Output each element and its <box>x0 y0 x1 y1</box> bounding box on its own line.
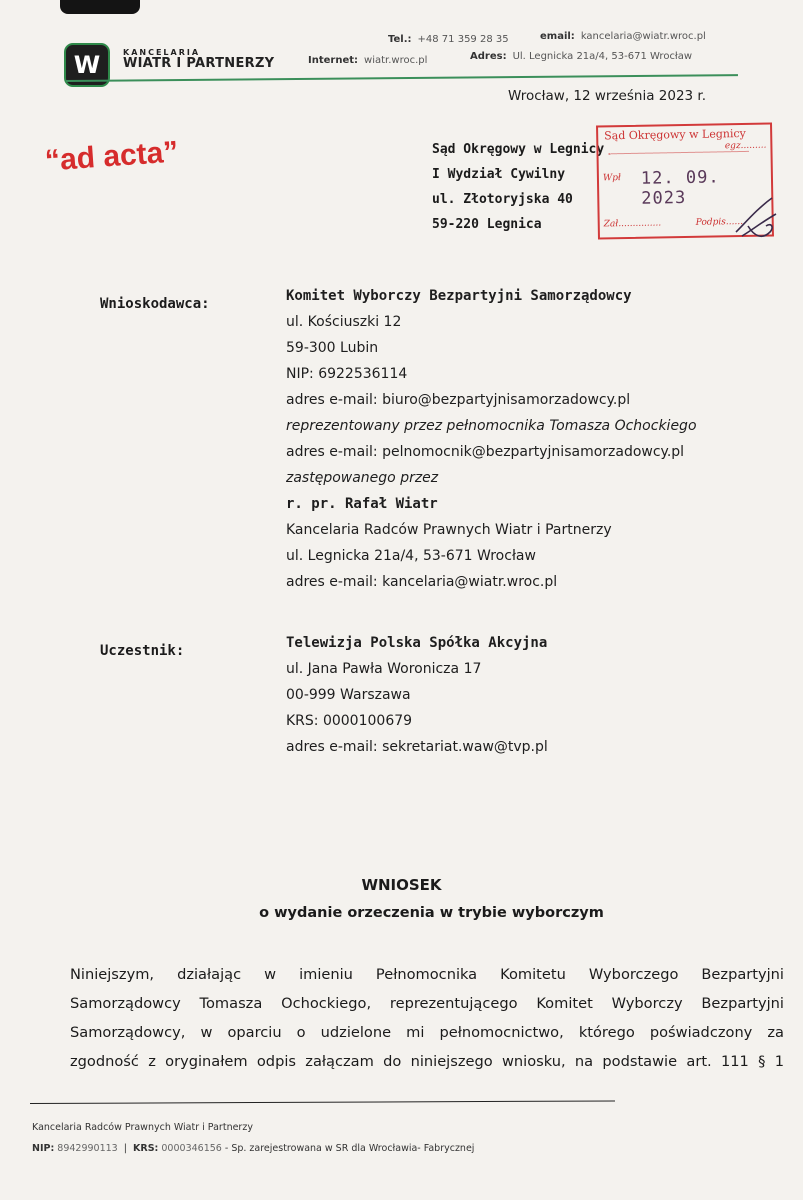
applicant-firm-address: ul. Legnicka 21a/4, 53-671 Wrocław <box>286 548 536 564</box>
applicant-proxy-email: adres e-mail: pelnomocnik@bezpartyjnisamorzadowcy.pl <box>286 444 685 460</box>
header-divider <box>66 74 738 82</box>
applicant-name: Komitet Wyborczy Bezpartyjni Samorządowcy <box>286 288 632 304</box>
stamp-wpl: Wpł <box>602 173 621 184</box>
logo-firm-name: WIATR I PARTNERZY <box>123 56 275 71</box>
handwritten-signature <box>732 192 780 244</box>
motion-subtitle: o wydanie orzeczenia w trybie wyborczym <box>259 905 604 921</box>
footer-krs-label: KRS: <box>133 1143 159 1154</box>
applicant-firm-email: adres e-mail: kancelaria@wiatr.wroc.pl <box>286 574 558 590</box>
participant-krs: KRS: 0000100679 <box>286 713 413 729</box>
header-internet <box>308 55 427 66</box>
handwritten-ad-acta: “ad acta” <box>43 135 180 178</box>
body-line: Samorządowcy Tomasza Ochockiego, reprezentującego Komitet Wyborczy Bezpartyjni <box>70 995 784 1012</box>
applicant-city: 59-300 Lubin <box>286 340 379 356</box>
applicant-substituted: zastępowanego przez <box>286 470 439 486</box>
participant-street: ul. Jana Pawła Woronicza 17 <box>286 661 482 677</box>
applicant-lawyer: r. pr. Rafał Wiatr <box>286 496 438 512</box>
email-label: email: <box>540 31 575 42</box>
address-label: Adres: <box>470 51 507 62</box>
page-edge-shadow <box>60 0 140 14</box>
body-line: Samorządowcy, w oparciu o udzielone mi pełnomocnictwo, którego poświadczony za <box>70 1024 784 1041</box>
footer-separator: | <box>123 1143 127 1154</box>
header-tel <box>388 34 509 45</box>
motion-body <box>70 960 784 1076</box>
applicant-email: adres e-mail: biuro@bezpartyjnisamorzadowcy.pl <box>286 392 631 408</box>
document-date: Wrocław, 12 września 2023 r. <box>508 88 707 104</box>
footer-krs-value: 0000346156 <box>161 1143 222 1154</box>
footer-nip-label: NIP: <box>32 1143 55 1154</box>
court-city: 59-220 Legnica <box>432 217 542 232</box>
email-value: kancelaria@wiatr.wroc.pl <box>580 31 706 42</box>
court-department: I Wydział Cywilny <box>432 167 566 182</box>
footer-registration <box>32 1143 474 1154</box>
applicant-block <box>286 283 697 595</box>
applicant-firm: Kancelaria Radców Prawnych Wiatr i Partnerzy <box>286 522 612 538</box>
applicant-label: Wnioskodawca: <box>100 296 210 312</box>
stamp-dotted-line <box>609 151 749 154</box>
applicant-nip: NIP: 6922536114 <box>286 366 408 382</box>
court-address <box>432 137 604 237</box>
stamp-date: 12. 09. 2023 <box>640 167 720 209</box>
internet-value: wiatr.wroc.pl <box>364 55 428 66</box>
footer-firm: Kancelaria Radców Prawnych Wiatr i Partnerzy <box>32 1122 253 1133</box>
internet-label: Internet: <box>308 55 359 66</box>
footer-nip-value: 8942990113 <box>57 1143 118 1154</box>
participant-block <box>286 630 548 760</box>
participant-label: Uczestnik: <box>100 643 185 659</box>
participant-name: Telewizja Polska Spółka Akcyjna <box>286 635 548 651</box>
applicant-represented: reprezentowany przez pełnomocnika Tomasza Ochockiego <box>286 418 697 434</box>
stamp-court: Sąd Okręgowy w Legnicy <box>604 126 746 143</box>
header-email <box>540 31 706 42</box>
footer-divider <box>30 1100 615 1104</box>
body-line: Niniejszym, działając w imieniu Pełnomocnika Komitetu Wyborczego Bezpartyjni <box>70 966 784 983</box>
address-value: Ul. Legnicka 21a/4, 53-671 Wrocław <box>512 51 693 62</box>
stamp-egz: egz......... <box>724 140 767 152</box>
stamp-podpis: Podpis...... <box>695 216 744 228</box>
applicant-street: ul. Kościuszki 12 <box>286 314 402 330</box>
participant-city: 00-999 Warszawa <box>286 687 411 703</box>
footer-registered: - Sp. zarejestrowana w SR dla Wrocławia- Fabrycznej <box>224 1143 475 1154</box>
court-street: ul. Złotoryjska 40 <box>432 192 573 207</box>
stamp-zal: Zał............... <box>603 218 662 230</box>
participant-email: adres e-mail: sekretariat.waw@tvp.pl <box>286 739 548 755</box>
motion-title: WNIOSEK <box>361 876 442 894</box>
body-line: zgodność z oryginałem odpis załączam do niniejszego wniosku, na podstawie art. 111 § 1 <box>70 1053 784 1070</box>
header-address <box>470 51 692 62</box>
tel-value: +48 71 359 28 35 <box>417 34 509 45</box>
court-name: Sąd Okręgowy w Legnicy <box>432 142 605 157</box>
logo-letter: W <box>73 51 101 79</box>
logo-small-text: KANCELARIA <box>123 48 201 57</box>
tel-label: Tel.: <box>388 34 412 45</box>
